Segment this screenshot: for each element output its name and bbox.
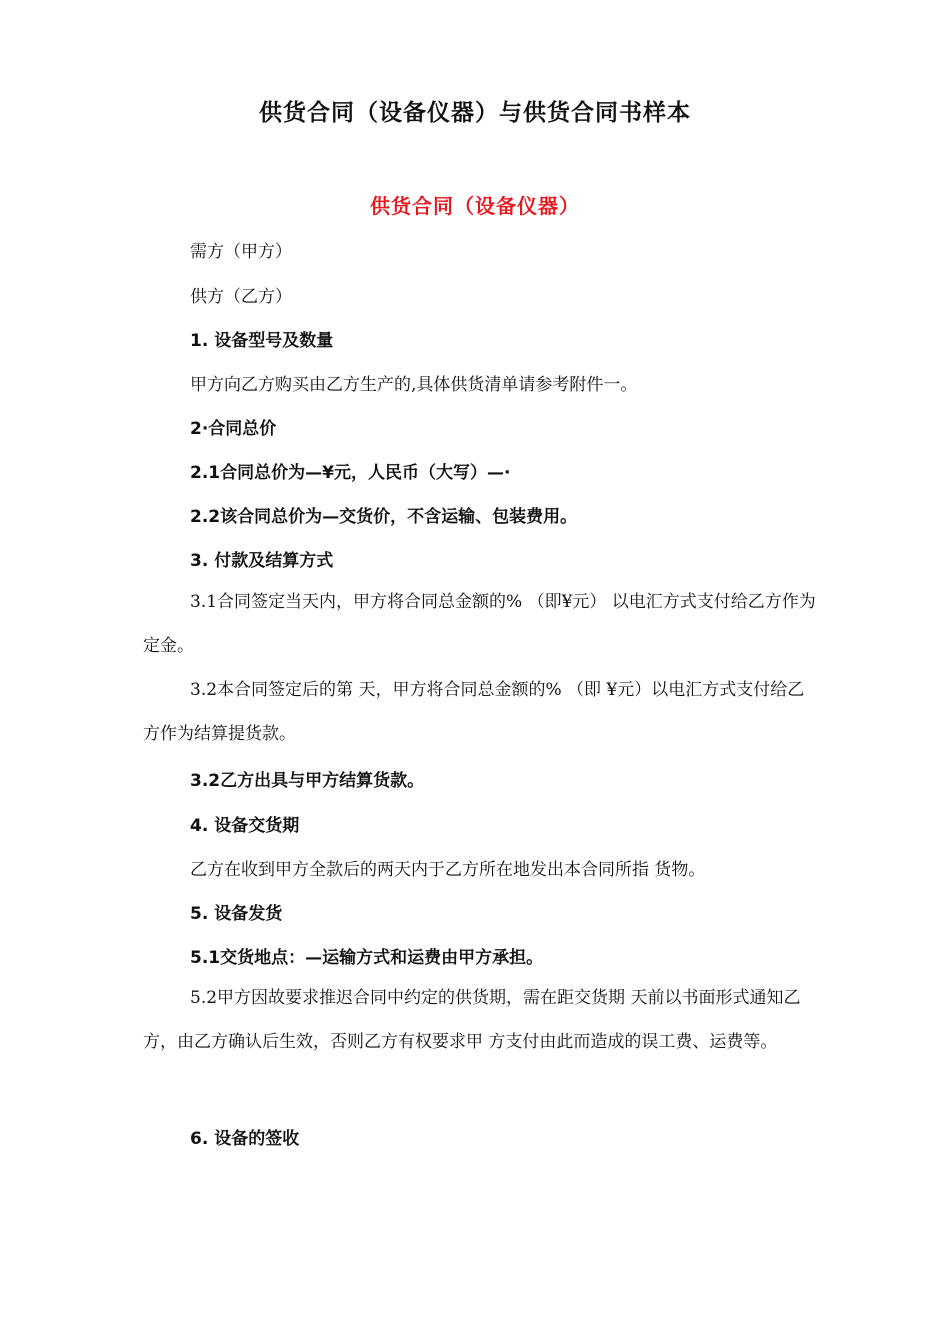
section-2-heading: 2·合同总价 [190, 419, 277, 439]
party-a-label: 需方（甲方） [190, 242, 292, 262]
section-5-heading: 5. 设备发货 [190, 904, 283, 924]
section-1-heading: 1. 设备型号及数量 [190, 331, 334, 351]
document-title: 供货合同（设备仪器）与供货合同书样本 [259, 100, 691, 126]
section-3-2b: 3.2乙方出具与甲方结算货款。 [190, 771, 425, 791]
party-b-label: 供方（乙方） [190, 287, 292, 307]
contract-title: 供货合同（设备仪器） [370, 194, 580, 218]
section-3-1: 3.1合同签定当天内，甲方将合同总金额的% （即¥元） 以电汇方式支付给乙方作为定金。 [143, 592, 816, 656]
section-5-1: 5.1交货地点：—运输方式和运费由甲方承担。 [190, 948, 544, 968]
section-4-text: 乙方在收到甲方全款后的两天内于乙方所在地发出本合同所指 货物。 [190, 860, 706, 880]
section-4-heading: 4. 设备交货期 [190, 816, 300, 836]
section-2-2: 2.2该合同总价为—交货价，不含运输、包装费用。 [190, 507, 578, 527]
section-6-heading: 6. 设备的签收 [190, 1129, 300, 1149]
section-1-text: 甲方向乙方购买由乙方生产的,具体供货清单请参考附件一。 [190, 375, 638, 395]
section-2-1: 2.1合同总价为—¥元，人民币（大写）—· [190, 463, 511, 483]
section-3-2a: 3.2本合同签定后的第 天，甲方将合同总金额的% （即 ¥元）以电汇方式支付给乙方作为结算提货款。 [143, 680, 805, 744]
section-3-heading: 3. 付款及结算方式 [190, 551, 334, 571]
section-5-2: 5.2甲方因故要求推迟合同中约定的供货期，需在距交货期 天前以书面形式通知乙方，由乙方确认后生效，否则乙方有权要求甲 方支付由此而造成的误工费、运费等。 [143, 988, 801, 1052]
